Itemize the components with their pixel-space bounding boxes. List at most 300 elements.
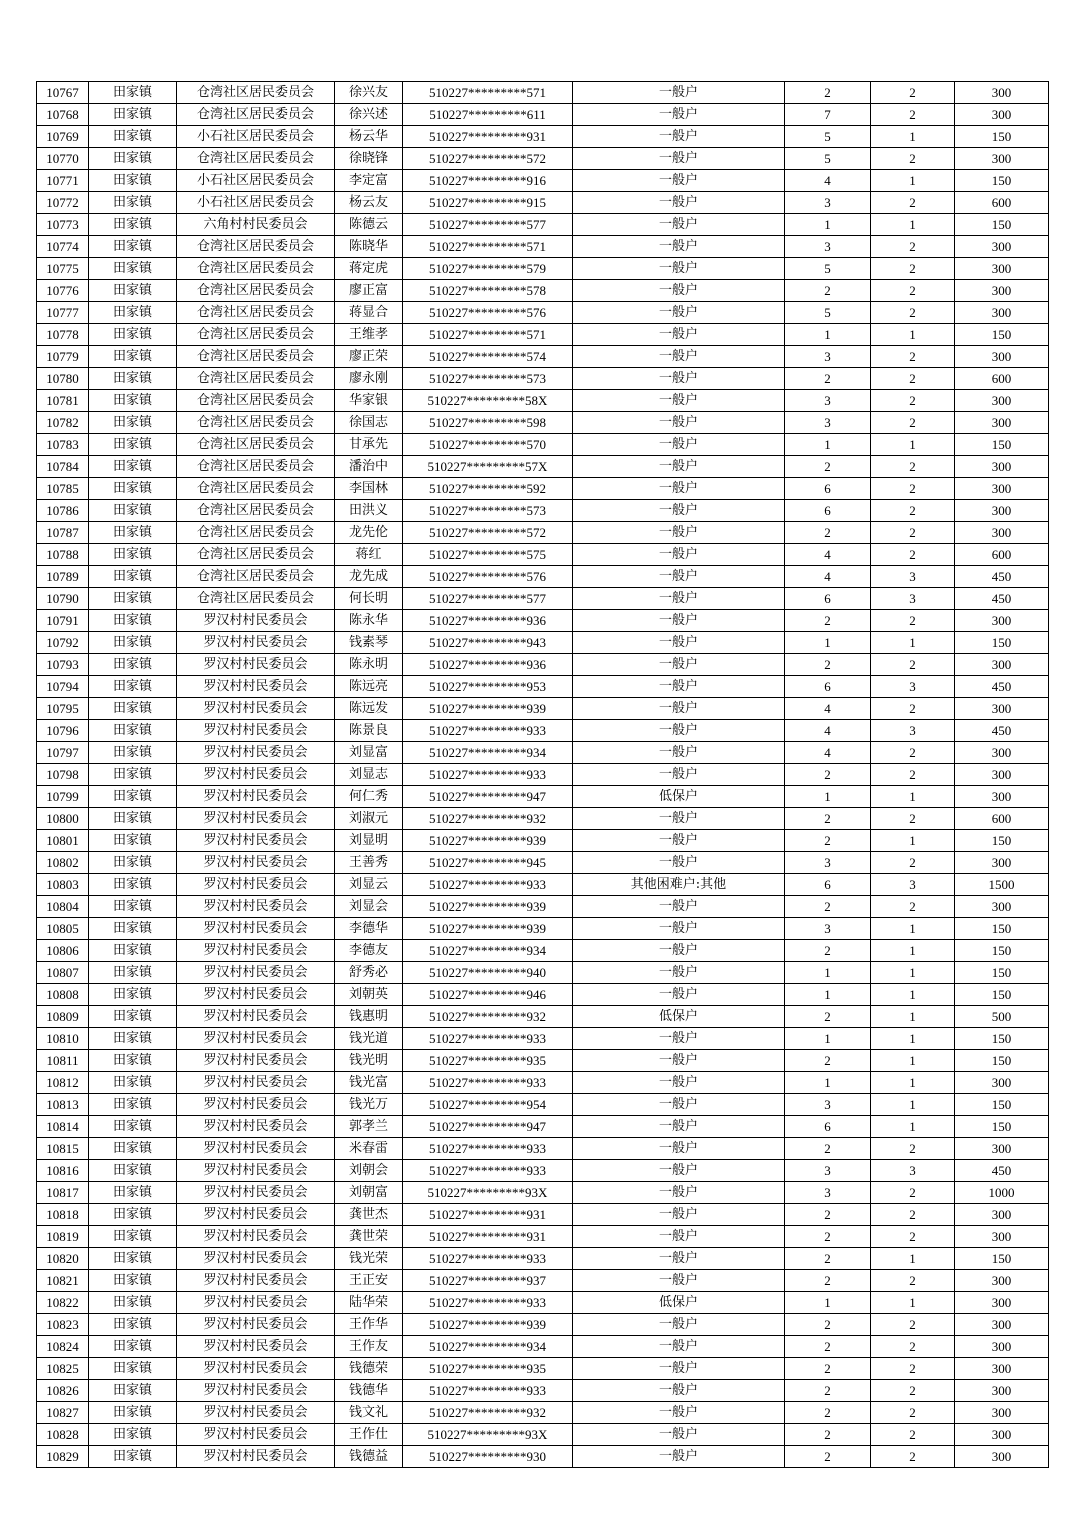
id-number-cell: 510227*********93X — [403, 1182, 573, 1204]
amount-cell: 150 — [955, 214, 1049, 236]
community-cell: 小石社区居民委员会 — [177, 192, 335, 214]
name-cell: 杨云华 — [335, 126, 403, 148]
community-cell: 罗汉村村民委员会 — [177, 1160, 335, 1182]
amount-cell: 300 — [955, 1314, 1049, 1336]
name-cell: 蒋定虎 — [335, 258, 403, 280]
id-number-cell: 510227*********571 — [403, 324, 573, 346]
family-size-cell: 2 — [785, 764, 871, 786]
town-cell: 田家镇 — [89, 874, 177, 896]
town-cell: 田家镇 — [89, 1116, 177, 1138]
town-cell: 田家镇 — [89, 786, 177, 808]
amount-cell: 300 — [955, 302, 1049, 324]
community-cell: 罗汉村村民委员会 — [177, 1380, 335, 1402]
row-seq-cell: 10789 — [37, 566, 89, 588]
row-seq-cell: 10788 — [37, 544, 89, 566]
town-cell: 田家镇 — [89, 214, 177, 236]
town-cell: 田家镇 — [89, 148, 177, 170]
row-seq-cell: 10768 — [37, 104, 89, 126]
community-cell: 罗汉村村民委员会 — [177, 1292, 335, 1314]
id-number-cell: 510227*********577 — [403, 214, 573, 236]
household-type-cell: 一般户 — [573, 236, 785, 258]
id-number-cell: 510227*********579 — [403, 258, 573, 280]
table-row — [37, 852, 1049, 874]
family-size-cell: 4 — [785, 170, 871, 192]
community-cell: 罗汉村村民委员会 — [177, 940, 335, 962]
name-cell: 徐国志 — [335, 412, 403, 434]
community-cell: 罗汉村村民委员会 — [177, 786, 335, 808]
amount-cell: 300 — [955, 610, 1049, 632]
name-cell: 郭孝兰 — [335, 1116, 403, 1138]
row-seq-cell: 10806 — [37, 940, 89, 962]
id-number-cell: 510227*********933 — [403, 1138, 573, 1160]
town-cell: 田家镇 — [89, 258, 177, 280]
family-size-cell: 2 — [785, 1402, 871, 1424]
aided-count-cell: 2 — [871, 368, 955, 390]
town-cell: 田家镇 — [89, 500, 177, 522]
family-size-cell: 6 — [785, 478, 871, 500]
amount-cell: 150 — [955, 632, 1049, 654]
table-row — [37, 456, 1049, 478]
aided-count-cell: 2 — [871, 544, 955, 566]
household-type-cell: 一般户 — [573, 896, 785, 918]
table-row — [37, 82, 1049, 104]
table-row — [37, 1094, 1049, 1116]
amount-cell: 300 — [955, 764, 1049, 786]
community-cell: 罗汉村村民委员会 — [177, 1270, 335, 1292]
name-cell: 廖永刚 — [335, 368, 403, 390]
name-cell: 钱德荣 — [335, 1358, 403, 1380]
table-row — [37, 1402, 1049, 1424]
amount-cell: 300 — [955, 104, 1049, 126]
amount-cell: 300 — [955, 478, 1049, 500]
family-size-cell: 6 — [785, 874, 871, 896]
town-cell: 田家镇 — [89, 918, 177, 940]
row-seq-cell: 10794 — [37, 676, 89, 698]
table-row — [37, 522, 1049, 544]
id-number-cell: 510227*********592 — [403, 478, 573, 500]
id-number-cell: 510227*********930 — [403, 1446, 573, 1468]
name-cell: 何仁秀 — [335, 786, 403, 808]
community-cell: 仓湾社区居民委员会 — [177, 148, 335, 170]
amount-cell: 150 — [955, 1050, 1049, 1072]
name-cell: 刘朝英 — [335, 984, 403, 1006]
id-number-cell: 510227*********954 — [403, 1094, 573, 1116]
community-cell: 罗汉村村民委员会 — [177, 1424, 335, 1446]
community-cell: 仓湾社区居民委员会 — [177, 434, 335, 456]
id-number-cell: 510227*********933 — [403, 764, 573, 786]
household-type-cell: 一般户 — [573, 346, 785, 368]
id-number-cell: 510227*********933 — [403, 1380, 573, 1402]
amount-cell: 300 — [955, 742, 1049, 764]
amount-cell: 300 — [955, 896, 1049, 918]
id-number-cell: 510227*********611 — [403, 104, 573, 126]
family-size-cell: 4 — [785, 698, 871, 720]
family-size-cell: 3 — [785, 918, 871, 940]
community-cell: 罗汉村村民委员会 — [177, 764, 335, 786]
town-cell: 田家镇 — [89, 830, 177, 852]
family-size-cell: 3 — [785, 346, 871, 368]
id-number-cell: 510227*********947 — [403, 786, 573, 808]
aided-count-cell: 1 — [871, 1072, 955, 1094]
table-row — [37, 104, 1049, 126]
town-cell: 田家镇 — [89, 324, 177, 346]
id-number-cell: 510227*********573 — [403, 500, 573, 522]
household-type-cell: 一般户 — [573, 302, 785, 324]
town-cell: 田家镇 — [89, 1380, 177, 1402]
name-cell: 甘承先 — [335, 434, 403, 456]
amount-cell: 300 — [955, 522, 1049, 544]
town-cell: 田家镇 — [89, 478, 177, 500]
amount-cell: 600 — [955, 192, 1049, 214]
row-seq-cell: 10815 — [37, 1138, 89, 1160]
row-seq-cell: 10773 — [37, 214, 89, 236]
aided-count-cell: 1 — [871, 1028, 955, 1050]
household-type-cell: 一般户 — [573, 412, 785, 434]
name-cell: 龚世杰 — [335, 1204, 403, 1226]
id-number-cell: 510227*********953 — [403, 676, 573, 698]
community-cell: 仓湾社区居民委员会 — [177, 456, 335, 478]
household-type-cell: 一般户 — [573, 522, 785, 544]
household-type-cell: 一般户 — [573, 170, 785, 192]
family-size-cell: 1 — [785, 984, 871, 1006]
family-size-cell: 3 — [785, 1160, 871, 1182]
name-cell: 华家银 — [335, 390, 403, 412]
family-size-cell: 2 — [785, 896, 871, 918]
community-cell: 罗汉村村民委员会 — [177, 896, 335, 918]
town-cell: 田家镇 — [89, 676, 177, 698]
aided-count-cell: 2 — [871, 258, 955, 280]
id-number-cell: 510227*********939 — [403, 896, 573, 918]
family-size-cell: 2 — [785, 1138, 871, 1160]
household-type-cell: 一般户 — [573, 1358, 785, 1380]
name-cell: 杨云友 — [335, 192, 403, 214]
table-row — [37, 434, 1049, 456]
family-size-cell: 2 — [785, 1336, 871, 1358]
family-size-cell: 6 — [785, 1116, 871, 1138]
name-cell: 钱德华 — [335, 1380, 403, 1402]
town-cell: 田家镇 — [89, 698, 177, 720]
amount-cell: 300 — [955, 786, 1049, 808]
town-cell: 田家镇 — [89, 412, 177, 434]
family-size-cell: 2 — [785, 1380, 871, 1402]
household-type-cell: 一般户 — [573, 1138, 785, 1160]
community-cell: 罗汉村村民委员会 — [177, 1182, 335, 1204]
aided-count-cell: 2 — [871, 808, 955, 830]
row-seq-cell: 10817 — [37, 1182, 89, 1204]
family-size-cell: 2 — [785, 830, 871, 852]
aided-count-cell: 2 — [871, 654, 955, 676]
family-size-cell: 1 — [785, 324, 871, 346]
row-seq-cell: 10792 — [37, 632, 89, 654]
table-row — [37, 698, 1049, 720]
id-number-cell: 510227*********576 — [403, 302, 573, 324]
table-row — [37, 720, 1049, 742]
aided-count-cell: 2 — [871, 1138, 955, 1160]
id-number-cell: 510227*********934 — [403, 1336, 573, 1358]
community-cell: 罗汉村村民委员会 — [177, 1402, 335, 1424]
amount-cell: 300 — [955, 500, 1049, 522]
amount-cell: 300 — [955, 1226, 1049, 1248]
family-size-cell: 2 — [785, 1006, 871, 1028]
id-number-cell: 510227*********933 — [403, 1160, 573, 1182]
family-size-cell: 4 — [785, 544, 871, 566]
aided-count-cell: 1 — [871, 1116, 955, 1138]
amount-cell: 150 — [955, 962, 1049, 984]
id-number-cell: 510227*********945 — [403, 852, 573, 874]
table-row — [37, 346, 1049, 368]
aided-count-cell: 1 — [871, 126, 955, 148]
name-cell: 王作仕 — [335, 1424, 403, 1446]
community-cell: 仓湾社区居民委员会 — [177, 588, 335, 610]
amount-cell: 300 — [955, 390, 1049, 412]
table-row — [37, 896, 1049, 918]
aided-count-cell: 1 — [871, 1006, 955, 1028]
table-row — [37, 1358, 1049, 1380]
community-cell: 罗汉村村民委员会 — [177, 654, 335, 676]
household-type-cell: 一般户 — [573, 214, 785, 236]
row-seq-cell: 10797 — [37, 742, 89, 764]
aided-count-cell: 3 — [871, 874, 955, 896]
row-seq-cell: 10802 — [37, 852, 89, 874]
household-type-cell: 一般户 — [573, 610, 785, 632]
name-cell: 陆华荣 — [335, 1292, 403, 1314]
household-type-cell: 一般户 — [573, 830, 785, 852]
town-cell: 田家镇 — [89, 1050, 177, 1072]
table-row — [37, 610, 1049, 632]
row-seq-cell: 10776 — [37, 280, 89, 302]
community-cell: 罗汉村村民委员会 — [177, 1226, 335, 1248]
community-cell: 罗汉村村民委员会 — [177, 742, 335, 764]
household-type-cell: 一般户 — [573, 478, 785, 500]
household-type-cell: 一般户 — [573, 82, 785, 104]
aided-count-cell: 1 — [871, 786, 955, 808]
aided-count-cell: 1 — [871, 984, 955, 1006]
name-cell: 钱光道 — [335, 1028, 403, 1050]
town-cell: 田家镇 — [89, 522, 177, 544]
table-row — [37, 940, 1049, 962]
aided-count-cell: 2 — [871, 1204, 955, 1226]
community-cell: 罗汉村村民委员会 — [177, 1006, 335, 1028]
amount-cell: 300 — [955, 1358, 1049, 1380]
table-row — [37, 830, 1049, 852]
id-number-cell: 510227*********937 — [403, 1270, 573, 1292]
household-type-cell: 一般户 — [573, 1094, 785, 1116]
row-seq-cell: 10819 — [37, 1226, 89, 1248]
community-cell: 罗汉村村民委员会 — [177, 1314, 335, 1336]
aided-count-cell: 2 — [871, 478, 955, 500]
id-number-cell: 510227*********598 — [403, 412, 573, 434]
household-type-cell: 低保户 — [573, 1006, 785, 1028]
family-size-cell: 5 — [785, 126, 871, 148]
row-seq-cell: 10800 — [37, 808, 89, 830]
household-type-cell: 低保户 — [573, 1292, 785, 1314]
id-number-cell: 510227*********936 — [403, 654, 573, 676]
household-type-cell: 一般户 — [573, 324, 785, 346]
name-cell: 李定富 — [335, 170, 403, 192]
household-type-cell: 一般户 — [573, 1380, 785, 1402]
name-cell: 龙先伦 — [335, 522, 403, 544]
community-cell: 罗汉村村民委员会 — [177, 830, 335, 852]
household-type-cell: 一般户 — [573, 1028, 785, 1050]
household-type-cell: 一般户 — [573, 1204, 785, 1226]
town-cell: 田家镇 — [89, 566, 177, 588]
id-number-cell: 510227*********574 — [403, 346, 573, 368]
town-cell: 田家镇 — [89, 720, 177, 742]
row-seq-cell: 10799 — [37, 786, 89, 808]
household-type-cell: 一般户 — [573, 940, 785, 962]
town-cell: 田家镇 — [89, 302, 177, 324]
table-row — [37, 1446, 1049, 1468]
amount-cell: 450 — [955, 676, 1049, 698]
row-seq-cell: 10781 — [37, 390, 89, 412]
aided-count-cell: 2 — [871, 390, 955, 412]
household-type-cell: 一般户 — [573, 632, 785, 654]
town-cell: 田家镇 — [89, 940, 177, 962]
town-cell: 田家镇 — [89, 1182, 177, 1204]
community-cell: 罗汉村村民委员会 — [177, 1248, 335, 1270]
family-size-cell: 2 — [785, 522, 871, 544]
household-type-cell: 一般户 — [573, 126, 785, 148]
name-cell: 陈远发 — [335, 698, 403, 720]
name-cell: 钱文礼 — [335, 1402, 403, 1424]
aided-count-cell: 2 — [871, 280, 955, 302]
amount-cell: 300 — [955, 456, 1049, 478]
table-row — [37, 1160, 1049, 1182]
amount-cell: 300 — [955, 82, 1049, 104]
amount-cell: 150 — [955, 1248, 1049, 1270]
name-cell: 潘治中 — [335, 456, 403, 478]
id-number-cell: 510227*********932 — [403, 1402, 573, 1424]
community-cell: 仓湾社区居民委员会 — [177, 500, 335, 522]
town-cell: 田家镇 — [89, 1204, 177, 1226]
amount-cell: 600 — [955, 368, 1049, 390]
row-seq-cell: 10771 — [37, 170, 89, 192]
town-cell: 田家镇 — [89, 1270, 177, 1292]
family-size-cell: 1 — [785, 434, 871, 456]
table-row — [37, 192, 1049, 214]
name-cell: 陈永明 — [335, 654, 403, 676]
aided-count-cell: 1 — [871, 434, 955, 456]
name-cell: 钱光富 — [335, 1072, 403, 1094]
aided-count-cell: 1 — [871, 1050, 955, 1072]
town-cell: 田家镇 — [89, 984, 177, 1006]
household-type-cell: 一般户 — [573, 1182, 785, 1204]
row-seq-cell: 10772 — [37, 192, 89, 214]
household-type-cell: 一般户 — [573, 962, 785, 984]
household-type-cell: 一般户 — [573, 1116, 785, 1138]
aided-count-cell: 2 — [871, 236, 955, 258]
name-cell: 刘朝富 — [335, 1182, 403, 1204]
table-row — [37, 544, 1049, 566]
aided-count-cell: 3 — [871, 1160, 955, 1182]
aided-count-cell: 1 — [871, 918, 955, 940]
id-number-cell: 510227*********57X — [403, 456, 573, 478]
amount-cell: 450 — [955, 588, 1049, 610]
household-type-cell: 一般户 — [573, 434, 785, 456]
town-cell: 田家镇 — [89, 962, 177, 984]
table-row — [37, 874, 1049, 896]
table-row — [37, 1292, 1049, 1314]
amount-cell: 150 — [955, 984, 1049, 1006]
town-cell: 田家镇 — [89, 1072, 177, 1094]
community-cell: 罗汉村村民委员会 — [177, 1336, 335, 1358]
id-number-cell: 510227*********934 — [403, 940, 573, 962]
town-cell: 田家镇 — [89, 1248, 177, 1270]
town-cell: 田家镇 — [89, 1446, 177, 1468]
row-seq-cell: 10820 — [37, 1248, 89, 1270]
row-seq-cell: 10805 — [37, 918, 89, 940]
household-type-cell: 一般户 — [573, 588, 785, 610]
family-size-cell: 5 — [785, 148, 871, 170]
name-cell: 陈晓华 — [335, 236, 403, 258]
name-cell: 田洪义 — [335, 500, 403, 522]
table-row — [37, 1226, 1049, 1248]
row-seq-cell: 10803 — [37, 874, 89, 896]
community-cell: 仓湾社区居民委员会 — [177, 280, 335, 302]
table-body — [37, 82, 1049, 1468]
name-cell: 徐晓锋 — [335, 148, 403, 170]
town-cell: 田家镇 — [89, 434, 177, 456]
table-row — [37, 676, 1049, 698]
name-cell: 廖正富 — [335, 280, 403, 302]
name-cell: 刘显云 — [335, 874, 403, 896]
table-row — [37, 962, 1049, 984]
aided-count-cell: 1 — [871, 962, 955, 984]
amount-cell: 300 — [955, 1138, 1049, 1160]
aided-count-cell: 2 — [871, 1270, 955, 1292]
name-cell: 钱光万 — [335, 1094, 403, 1116]
family-size-cell: 2 — [785, 456, 871, 478]
row-seq-cell: 10823 — [37, 1314, 89, 1336]
name-cell: 刘显明 — [335, 830, 403, 852]
aided-count-cell: 2 — [871, 742, 955, 764]
household-type-cell: 一般户 — [573, 456, 785, 478]
aided-count-cell: 1 — [871, 940, 955, 962]
household-type-cell: 一般户 — [573, 742, 785, 764]
table-row — [37, 126, 1049, 148]
row-seq-cell: 10813 — [37, 1094, 89, 1116]
community-cell: 罗汉村村民委员会 — [177, 676, 335, 698]
family-size-cell: 3 — [785, 192, 871, 214]
amount-cell: 300 — [955, 1270, 1049, 1292]
table-row — [37, 1138, 1049, 1160]
id-number-cell: 510227*********939 — [403, 918, 573, 940]
household-type-cell: 一般户 — [573, 148, 785, 170]
town-cell: 田家镇 — [89, 1138, 177, 1160]
name-cell: 舒秀必 — [335, 962, 403, 984]
family-size-cell: 1 — [785, 632, 871, 654]
community-cell: 仓湾社区居民委员会 — [177, 478, 335, 500]
name-cell: 王正安 — [335, 1270, 403, 1292]
town-cell: 田家镇 — [89, 544, 177, 566]
household-type-cell: 其他困难户:其他 — [573, 874, 785, 896]
table-row — [37, 566, 1049, 588]
amount-cell: 150 — [955, 434, 1049, 456]
row-seq-cell: 10769 — [37, 126, 89, 148]
household-type-cell: 一般户 — [573, 1248, 785, 1270]
row-seq-cell: 10793 — [37, 654, 89, 676]
row-seq-cell: 10779 — [37, 346, 89, 368]
aided-count-cell: 2 — [871, 1446, 955, 1468]
row-seq-cell: 10807 — [37, 962, 89, 984]
household-type-cell: 一般户 — [573, 654, 785, 676]
aided-count-cell: 2 — [871, 346, 955, 368]
family-size-cell: 6 — [785, 588, 871, 610]
town-cell: 田家镇 — [89, 346, 177, 368]
table-row — [37, 742, 1049, 764]
table-row — [37, 258, 1049, 280]
row-seq-cell: 10777 — [37, 302, 89, 324]
